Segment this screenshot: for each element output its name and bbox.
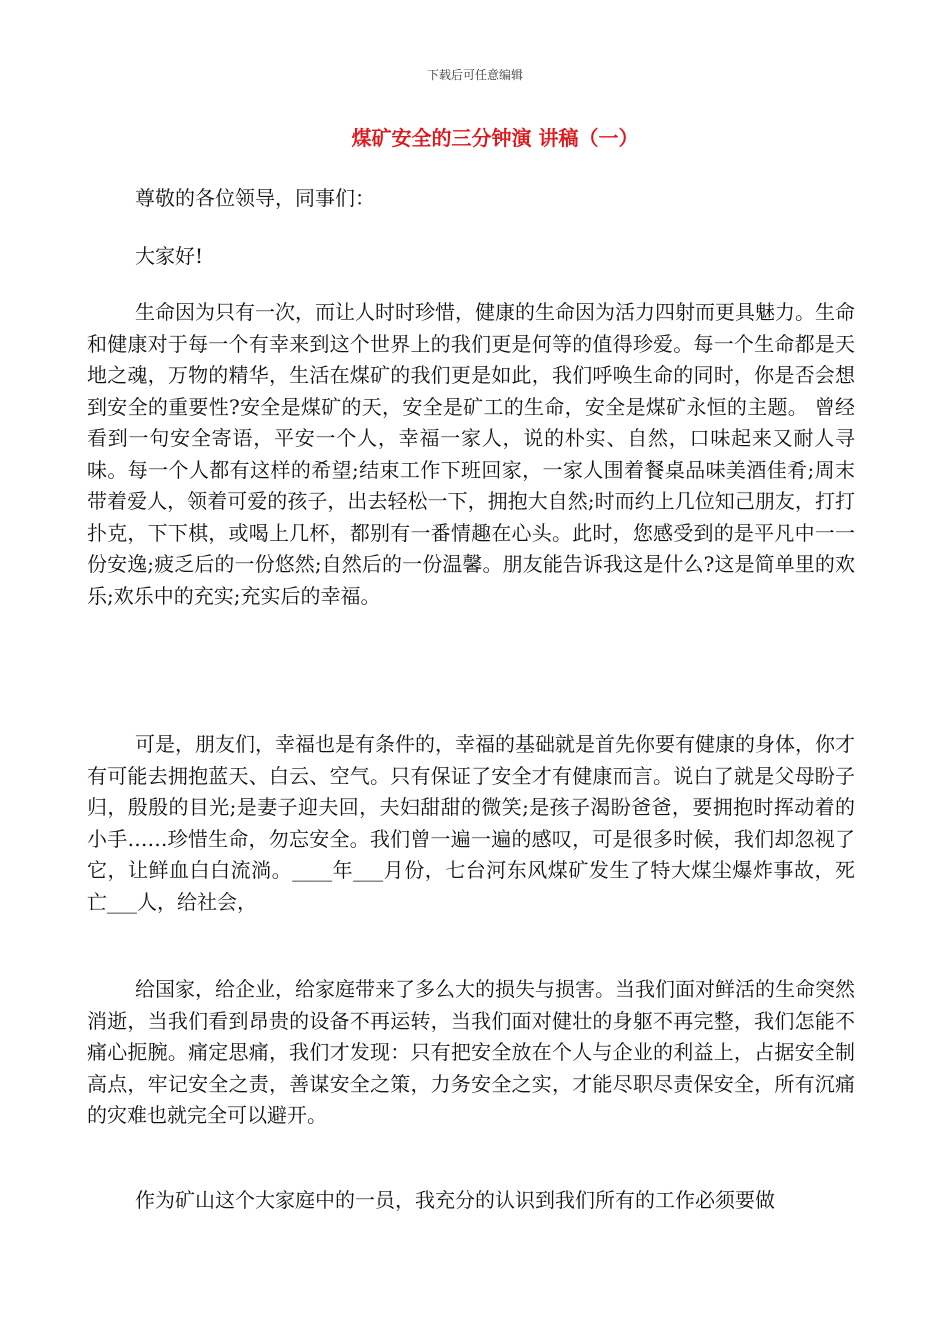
greeting: 大家好! [135, 244, 204, 268]
paragraph-1: 生命因为只有一次，而让人时时珍惜，健康的生命因为活力四射而更具魅力。生命和健康对于每一个有幸来到这个世界上的我们更是何等的值得珍爱。每一个生命都是天地之魂，万物的精华，生活在煤矿的我们更是如此，我们呼唤生命的同时，你是否会想到安全的重要性?安全是煤矿的天，安全是矿工的生命，安全是煤矿永恒的主题。 曾经看到一句安全寄语，平安一个人，幸福一家人，说的朴实、自然，口味起来又耐人寻味。每一个人都有这样的希望;结束工作下班回家，一家人围着餐桌品味美酒佳肴;周末带着爱人，领着可爱的孩子，出去轻松一下，拥抱大自然;时而约上几位知己朋友，打打扑克，下下棋，或喝上几杯，都别有一番情趣在心头。此时，您感受到的是平凡中一一份安逸;疲乏后的一份悠然;自然后的一份温馨。朋友能告诉我这是什么?这是简单里的欢乐;欢乐中的充实;充实后的幸福。 [87, 300, 855, 608]
paragraph-3: 给国家，给企业，给家庭带来了多么大的损失与损害。当我们面对鲜活的生命突然消逝，当我们看到昂贵的设备不再运转，当我们面对健壮的身躯不再完整，我们怎能不痛心扼腕。痛定思痛，我们才发现：只有把安全放在个人与企业的利益上，占据安全制高点，牢记安全之责，善谋安全之策，力务安全之实，才能尽职尽责保安全，所有沉痛的灾难也就完全可以避开。 [87, 977, 855, 1127]
paragraph-4: 作为矿山这个大家庭中的一员，我充分的认识到我们所有的工作必须要做 [135, 1188, 775, 1212]
salutation: 尊敬的各位领导，同事们： [135, 186, 375, 210]
header-note: 下载后可任意编辑 [426, 68, 523, 82]
document-title: 煤矿安全的三分钟演 讲稿（一） [351, 126, 639, 150]
paragraph-2: 可是，朋友们，幸福也是有条件的，幸福的基础就是首先你要有健康的身体，你才有可能去拥抱蓝天、白云、空气。只有保证了安全才有健康而言。说白了就是父母盼子归，殷殷的目光;是妻子迎夫回，夫妇甜甜的微笑;是孩子渴盼爸爸，要拥抱时挥动着的小手……珍惜生命，勿忘安全。我们曾一遍一遍的感叹，可是很多时候，我们却忽视了它，让鲜血白白流淌。____年___月份，七台河东风煤矿发生了特大煤尘爆炸事故，死亡___人，给社会， [87, 732, 855, 914]
